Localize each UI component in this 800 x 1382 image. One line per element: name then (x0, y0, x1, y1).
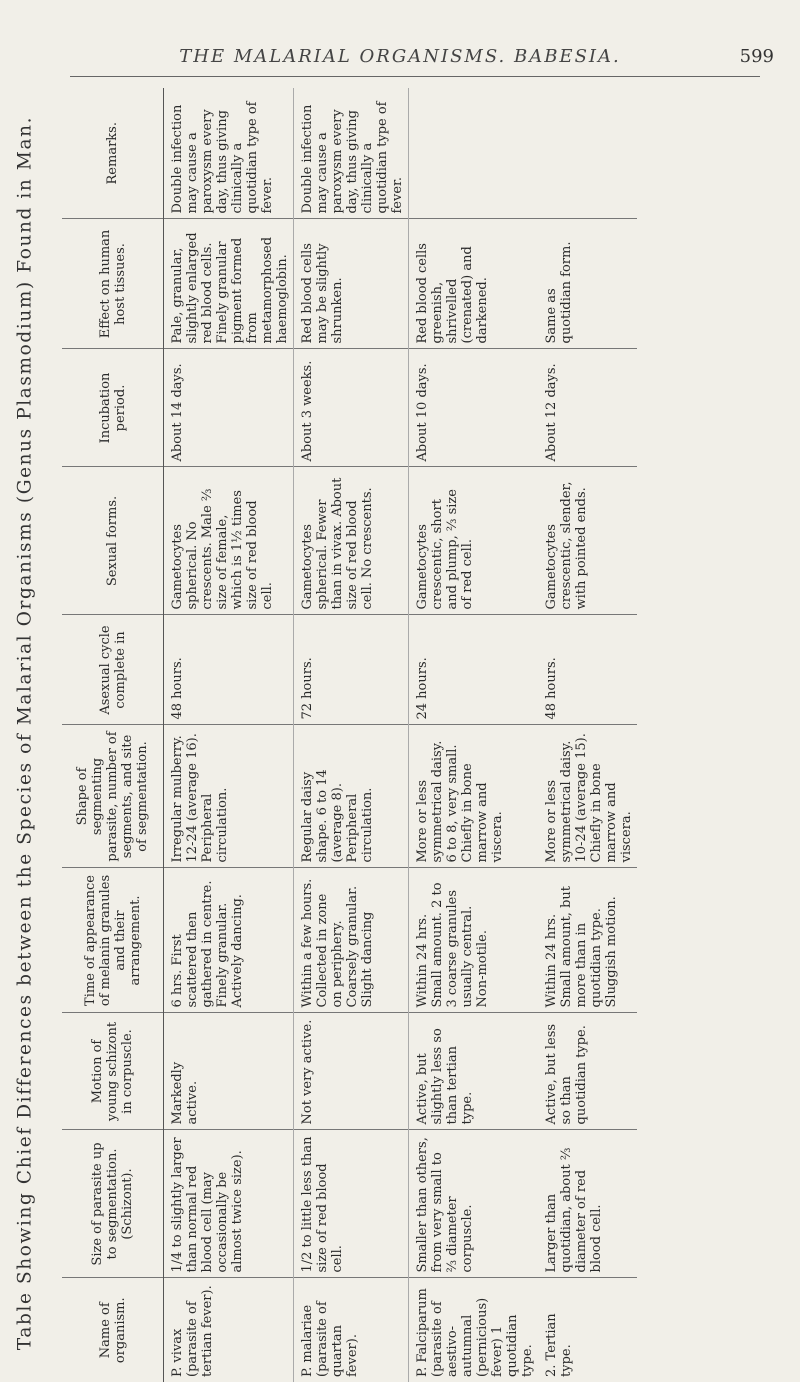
cell-melanin: 6 hrs. First scattered then gathered in centre. Finely granular. Actively dancing. (164, 868, 294, 1013)
page-header (0, 0, 800, 80)
cell-incubation: About 12 days. (538, 349, 637, 467)
cell-remarks: Double infection may cause a paroxysm every day, thus giving clinically a quotidian type of fever. (294, 88, 409, 219)
cell-motion: Markedly active. (164, 1013, 294, 1130)
cell-segmenting: Irregular mulberry. 12-24 (average 16). Peripheral circulation. (164, 725, 294, 868)
cell-size: 1/4 to slightly larger than normal red blood cell (may occasionally be almost twice size). (164, 1130, 294, 1278)
cell-segmenting: More or less symmetrical daisy. 10-24 (average 15). Chiefly in bone marrow and viscera. (538, 725, 637, 868)
cell-name: 2. Tertian type. (544, 1313, 574, 1377)
table-row (294, 88, 409, 1382)
cell-cycle: 72 hours. (294, 615, 409, 725)
cell-segmenting: Regular daisy shape. 6 to 14 (average 8). Peripheral circulation. (294, 725, 409, 868)
cell-segmenting: More or less symmetrical daisy. 6 to 8, very small. Chiefly in bone marrow and viscera. (409, 725, 539, 868)
cell-remarks (409, 88, 539, 219)
col-header-effect: Effect on human host tissues. (62, 219, 164, 349)
running-title: THE MALARIAL ORGANISMS. BABESIA. (179, 46, 621, 67)
cell-sexual: Gametocytes spherical. No crescents. Male ⅔ size of female, which is 1½ times size of red blood cell. (164, 467, 294, 615)
cell-motion: Active, but slightly less so than tertian type. (409, 1013, 539, 1130)
cell-sexual: Gametocytes spherical. Fewer than in vivax. About size of red blood cell. No crescents. (294, 467, 409, 615)
cell-melanin: Within 24 hrs. Small amount. 2 to 3 coarse granules usually central. Non-motile. (409, 868, 539, 1013)
cell-cycle: 48 hours. (164, 615, 294, 725)
col-header-motion: Motion of young schizont in corpuscle. (62, 1013, 164, 1130)
table-row (538, 88, 637, 1382)
cell-sexual: Gametocytes crescentic, short and plump, ⅔ size of red cell. (409, 467, 539, 615)
table-row (409, 88, 539, 1382)
cell-size: 1/2 to little less than size of red blood cell. (294, 1130, 409, 1278)
header-row (62, 88, 164, 1382)
cell-effect: Pale, granular, slightly enlarged red blood cells. Finely granular pigment formed from metamorphosed haemoglobin. (164, 219, 294, 349)
cell-name: P. vivax (parasite of tertian fever). (164, 1278, 294, 1382)
col-header-name: Name of organism. (62, 1278, 164, 1382)
col-header-incubation: Incubation period. (62, 349, 164, 467)
rotated-table-container (62, 88, 752, 1382)
header-rule (70, 76, 760, 77)
cell-size: Larger than quotidian, about ⅔ diameter of red blood cell. (538, 1130, 637, 1278)
cell-motion: Not very active. (294, 1013, 409, 1130)
species-table (62, 88, 637, 1382)
col-header-melanin: Time of appearance of melanin granules and their arrangement. (62, 868, 164, 1013)
cell-effect: Red blood cells may be slightly shrunken. (294, 219, 409, 349)
cell-name: P. Falciparum (parasite of aestivo-autumnal (pernicious) fever) 1 quotidian type. (415, 1288, 535, 1377)
cell-effect: Red blood cells greenish, shrivelled (crenated) and darkened. (409, 219, 539, 349)
cell-melanin: Within a few hours. Collected in zone on periphery. Coarsely granular. Slight dancing (294, 868, 409, 1013)
cell-incubation: About 14 days. (164, 349, 294, 467)
cell-incubation: About 3 weeks. (294, 349, 409, 467)
cell-cycle: 48 hours. (538, 615, 637, 725)
cell-motion: Active, but less so than quotidian type. (538, 1013, 637, 1130)
cell-remarks: Double infection may cause a paroxysm every day, thus giving clinically a quotidian type of fever. (164, 88, 294, 219)
cell-sexual: Gametocytes crescentic, slender, with pointed ends. (538, 467, 637, 615)
table-row (164, 88, 294, 1382)
cell-cycle: 24 hours. (409, 615, 539, 725)
cell-size: Smaller than others, from very small to ⅔ diameter corpuscle. (409, 1130, 539, 1278)
table-caption-area (5, 88, 45, 1378)
col-header-segmenting: Shape of segmenting parasite, number of segments, and site of segmentation. (62, 725, 164, 868)
col-header-size: Size of parasite up to segmentation. (Schizont). (62, 1130, 164, 1278)
cell-remarks (538, 88, 637, 219)
cell-effect: Same as quotidian form. (538, 219, 637, 349)
cell-incubation: About 10 days. (409, 349, 539, 467)
col-header-remarks: Remarks. (62, 88, 164, 219)
table-caption: Table Showing Chief Differences between the Species of Malarial Organisms (Genus Plasmodium) Found in Man. (14, 115, 36, 1351)
col-header-sexual: Sexual forms. (62, 467, 164, 615)
cell-name: P. malariae (parasite of quartan fever). (294, 1278, 409, 1382)
col-header-cycle: Asexual cycle complete in (62, 615, 164, 725)
cell-melanin: Within 24 hrs. Small amount, but more than in quotidian type. Sluggish motion. (538, 868, 637, 1013)
page-number: 599 (739, 46, 774, 67)
